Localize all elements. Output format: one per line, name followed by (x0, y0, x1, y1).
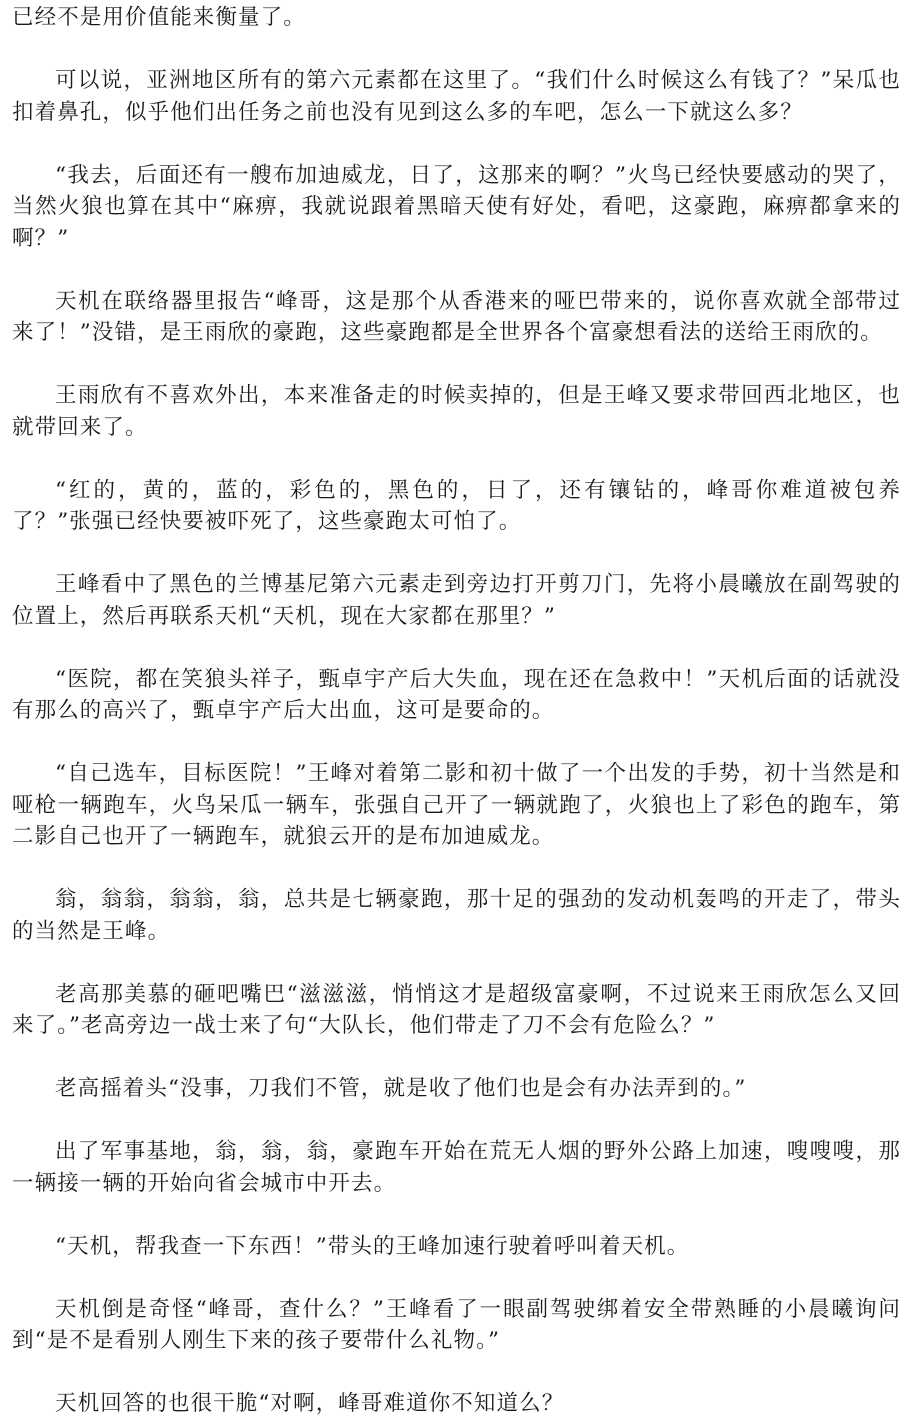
paragraph: “医院，都在笑狼头祥子，甄卓宇产后大失血，现在还在急救中！”天机后面的话就没有那么的高兴了，甄卓宇产后大出血，这可是要命的。 (12, 666, 901, 723)
paragraph: 天机倒是奇怪“峰哥，查什么？”王峰看了一眼副驾驶绑着安全带熟睡的小晨曦询问到“是不是看别人刚生下来的孩子要带什么礼物。” (12, 1296, 901, 1353)
paragraph: 翁，翁翁，翁翁，翁，总共是七辆豪跑，那十足的强劲的发动机轰鸣的开走了，带头的当然是王峰。 (12, 887, 901, 944)
paragraph: “我去，后面还有一艘布加迪威龙，日了，这那来的啊？”火鸟已经快要感动的哭了，当然火狼也算在其中“麻痹，我就说跟着黑暗天使有好处，看吧，这豪跑，麻痹都拿来的啊？” (12, 162, 901, 251)
paragraph: 天机回答的也很干脆“对啊，峰哥难道你不知道么？ (55, 1391, 565, 1416)
paragraph: “红的，黄的，蓝的，彩色的，黑色的，日了，还有镶钻的，峰哥你难道被包养了？”张强已经快要被吓死了，这些豪跑太可怕了。 (12, 477, 901, 534)
paragraph: 天机在联络器里报告“峰哥，这是那个从香港来的哑巴带来的，说你喜欢就全部带过来了！”没错，是王雨欣的豪跑，这些豪跑都是全世界各个富豪想看法的送给王雨欣的。 (12, 288, 901, 345)
paragraph: 可以说，亚洲地区所有的第六元素都在这里了。“我们什么时候这么有钱了？”呆瓜也扣着鼻孔，似乎他们出任务之前也没有见到这么多的车吧，怎么一下就这么多？ (12, 68, 901, 125)
paragraph: 出了军事基地，翁，翁，翁，豪跑车开始在荒无人烟的野外公路上加速，嗖嗖嗖，那一辆接一辆的开始向省会城市中开去。 (12, 1139, 901, 1196)
paragraph: 老高那美慕的砸吧嘴巴“滋滋滋，悄悄这才是超级富豪啊，不过说来王雨欣怎么又回来了。”老高旁边一战士来了句“大队长，他们带走了刀不会有危险么？” (12, 981, 901, 1038)
paragraph: “天机，帮我查一下东西！”带头的王峰加速行驶着呼叫着天机。 (55, 1233, 690, 1259)
paragraph: 老高摇着头“没事，刀我们不管，就是收了他们也是会有办法弄到的。” (55, 1076, 747, 1101)
paragraph: 已经不是用价值能来衡量了。 (12, 5, 306, 30)
paragraph: 王雨欣有不喜欢外出，本来准备走的时候卖掉的，但是王峰又要求带回西北地区，也就带回来了。 (12, 383, 901, 440)
paragraph: “自己选车，目标医院！”王峰对着第二影和初十做了一个出发的手势，初十当然是和哑枪一辆跑车，火鸟呆瓜一辆车，张强自己开了一辆就跑了，火狼也上了彩色的跑车，第二影自己也开了一辆跑车，就狼云开的是布加迪威龙。 (12, 761, 901, 849)
paragraph: 王峰看中了黑色的兰博基尼第六元素走到旁边打开剪刀门，先将小晨曦放在副驾驶的位置上，然后再联系天机“天机，现在大家都在那里？” (12, 572, 901, 629)
